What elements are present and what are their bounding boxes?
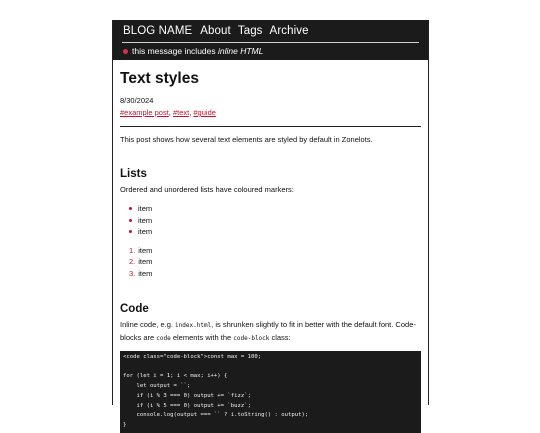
inline-code: index.html [175,322,212,329]
code-desc-text: elements with the [170,333,234,342]
code-line: console.log(output === `` ? i.toString() : output); [123,412,309,419]
nav-link-about[interactable]: About [200,25,231,37]
code-line: let output = ``; [123,383,191,390]
code-description [120,319,421,345]
title-divider [120,126,421,127]
code-line [123,363,418,373]
bullet-icon [129,219,132,222]
code-line: } [123,421,127,428]
code-block [120,351,421,433]
inline-code: code [156,335,171,342]
list-item [120,245,421,257]
list-item-text: item [138,204,153,213]
list-item-text: item [138,268,153,278]
main-nav [113,20,428,39]
tag-link[interactable]: #guide [193,108,216,117]
list-item-text: item [138,215,153,225]
site-header [113,20,428,60]
post-tags: #example post, #text, #guide [120,108,216,117]
tag-link[interactable]: #text [172,108,190,117]
message-emphasis: inline HTML [218,46,264,56]
list-item-text: item [138,245,153,255]
post-date: 8/30/2024 [120,96,154,105]
list-item [120,215,421,227]
list-item-text: item [138,257,153,266]
list-item [120,256,421,268]
header-message [113,43,428,60]
ordered-list [120,245,421,280]
code-desc-text: Inline code, e.g. [120,320,176,329]
post-content [113,70,428,433]
post-intro: This post shows how several text elements are styled by default in Zonelots. [120,135,373,144]
list-number: 1. [129,245,136,255]
code-line: if (i % 5 === 0) output += `buzz`; [123,402,251,409]
code-line: if (i % 3 === 0) output += `fizz`; [123,392,251,399]
code-desc-text: class: [269,333,291,342]
code-desc-text: , is shrunken slightly to fit in better with the default font. Code-blocks are [120,320,416,342]
list-number: 2. [129,257,136,266]
message-dot-icon [123,49,128,54]
list-item [120,268,421,280]
blog-page [112,20,429,428]
message-text: this message includes [132,46,218,56]
nav-brand-link[interactable]: BLOG NAME [123,25,193,37]
list-item [120,203,421,215]
list-item [120,226,421,238]
code-heading: Code [120,303,149,315]
nav-link-archive[interactable]: Archive [269,25,309,37]
list-item-text: item [138,227,153,236]
unordered-list [120,203,421,238]
bullet-icon [129,230,132,233]
lists-description: Ordered and unordered lists have coloured markers: [120,185,294,194]
code-line: <code class="code-block">const max = 100; [123,354,262,360]
lists-heading: Lists [120,168,147,180]
inline-code: code-block [233,335,270,342]
post-title: Text styles [120,70,199,87]
bullet-icon [129,207,132,210]
tag-link[interactable]: #example post [120,108,169,117]
list-number: 3. [129,268,136,278]
code-line: for (let i = 1; i < max; i++) { [123,373,228,380]
nav-link-tags[interactable]: Tags [237,25,263,37]
